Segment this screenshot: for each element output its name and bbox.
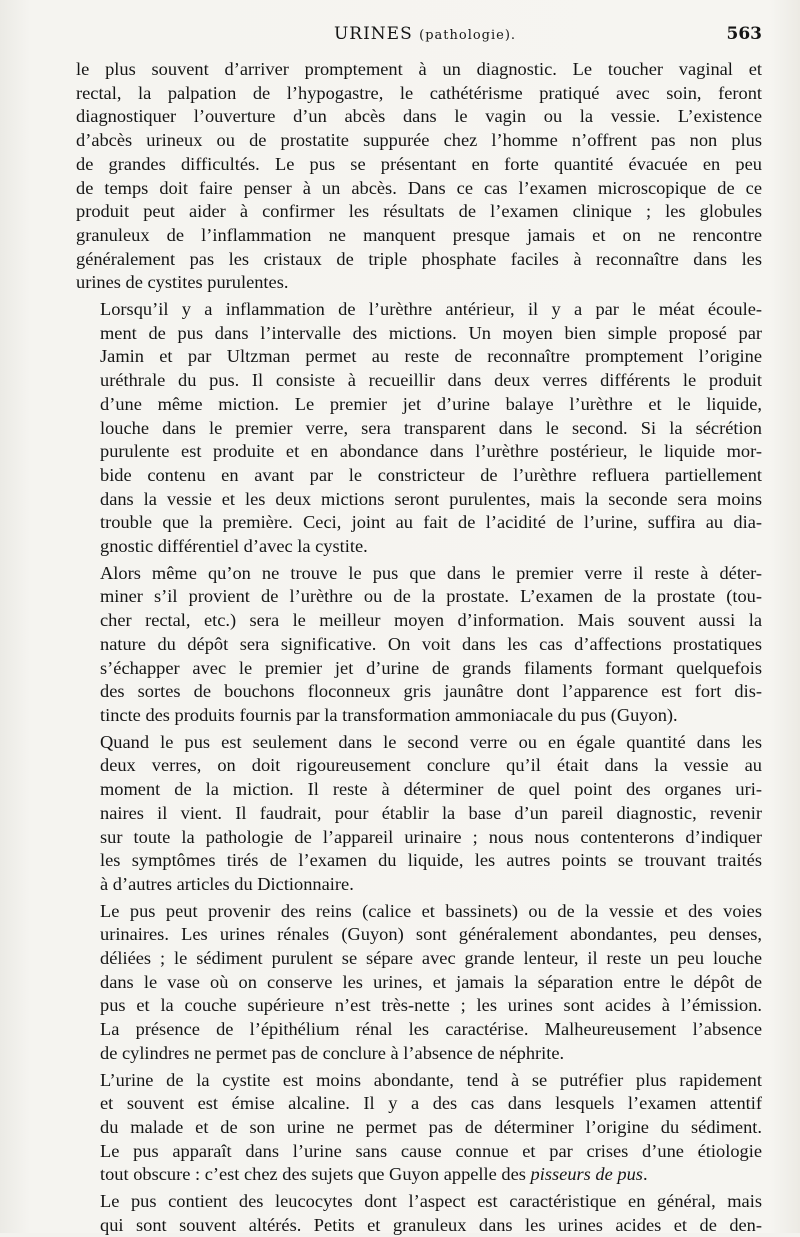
text-line: des sortes de bouchons floconneux gris jaunâtre dont l’apparence est fort dis- [100,681,762,702]
text-line: diagnostiquer l’ouverture d’un abcès dans le vagin ou la vessie. L’existence [76,106,762,127]
text-line: nature du dépôt sera significative. On voit dans les cas d’affections prostatiques [100,633,762,654]
text-line: bide contenu en avant par le constricteur de l’urèthre refluera partiellement [100,464,762,485]
text-line: de grandes difficultés. Le pus se présentant en forte quantité évacuée en peu [76,153,762,174]
running-title [80,24,770,44]
text-line: qui sont souvent altérés. Petits et granuleux dans les urines acides et de den- [100,1214,762,1235]
text-end: . [642,1164,648,1185]
text-line: du malade et de son urine ne permet pas de déterminer l’origine du sédiment. [100,1116,762,1137]
text-line: produit peut aider à confirmer les résultats de l’examen clinique ; les globules [76,201,762,222]
text-line: à d’autres articles du Dictionnaire. [100,873,354,894]
text-line: Lorsqu’il y a inflammation de l’urèthre antérieur, il y a par le méat écoule- [100,299,762,320]
paragraph [76,562,762,728]
text-line: uréthrale du pus. Il consiste à recueillir dans deux verres différents le produit [100,370,762,391]
text-line: les symptômes tirés de l’examen du liquide, les autres points se trouvant traités [100,850,762,871]
text-line: cher rectal, etc.) sera le meilleur moyen d’information. Mais souvent aussi la [100,610,762,631]
text-line: s’échapper avec le premier jet d’urine de grands filaments formant quelquefois [100,657,762,678]
text-line: urines de cystites purulentes. [76,272,289,293]
text-line: gnostic différentiel d’avec la cystite. [100,536,368,557]
text-line: trouble que la première. Ceci, joint au fait de l’acidité de l’urine, suffira au dia- [100,512,762,533]
paragraph [76,900,762,1066]
text-line: naires il vient. Il faudrait, pour établir la base d’un pareil diagnostic, revenir [100,802,762,823]
text-line: L’urine de la cystite est moins abondante, tend à se putréfier plus rapidement [100,1069,762,1090]
text-line: Quand le pus est seulement dans le second verre ou en égale quantité dans les [100,731,762,752]
paragraph [76,1069,762,1188]
text-line: de cylindres ne permet pas de conclure à l’absence de néphrite. [100,1042,565,1063]
text-line: généralement pas les cristaux de triple phosphate faciles à reconnaître dans les [76,248,762,269]
text-line: et souvent est émise alcaline. Il y a des cas dans lesquels l’examen attentif [100,1093,762,1114]
text-line: le plus souvent d’arriver promptement à un diagnostic. Le toucher vaginal et [76,59,762,79]
text-line: pus et la couche supérieure n’est très-nette ; les urines sont acides à l’émission. [100,995,762,1016]
text-line: Jamin et par Ultzman permet au reste de reconnaître promptement l’origine [100,346,762,367]
text-line: Alors même qu’on ne trouve le pus que dans le premier verre il reste à déter- [100,562,762,583]
paragraph [76,58,762,295]
italic-term: pisseurs de pus [530,1164,643,1185]
text-line: tincte des produits fournis par la transformation ammoniacale du pus (Guyon). [100,704,678,725]
body-text [76,58,762,1237]
running-title-main: URINES [333,24,413,44]
text-line: moment de la miction. Il reste à déterminer de quel point des organes uri- [100,779,762,800]
text-line: d’une même miction. Le premier jet d’urine balaye l’urèthre et le liquide, [100,393,762,414]
text-line: tout obscure : c’est chez des sujets que Guyon appelle des pisseurs de pus. [100,1164,648,1185]
text-line: ment de pus dans l’intervalle des mictions. Un moyen bien simple proposé par [100,322,762,343]
text-line: Le pus peut provenir des reins (calice et bassinets) ou de la vessie et des voies [100,900,762,921]
text-line: purulente est produite et en abondance dans l’urèthre postérieur, le liquide mor- [100,441,762,462]
text-line: dans la vessie et les deux mictions seront purulentes, mais la seconde sera moins [100,488,762,509]
text-line: sur toute la pathologie de l’appareil urinaire ; nous nous contenterons d’indiquer [100,826,762,847]
page-header [80,24,770,54]
text-line: urinaires. Les urines rénales (Guyon) sont généralement abondantes, peu denses, [100,924,762,945]
paragraph [76,298,762,559]
text-line: de temps doit faire penser à un abcès. Dans ce cas l’examen microscopique de ce [76,177,762,198]
text-line: déliées ; le sédiment purulent se sépare avec grande lenteur, il reste un peu louche [100,948,762,969]
text-line: Le pus apparaît dans l’urine sans cause connue et par crises d’une étiologie [100,1140,762,1161]
text-line: d’abcès urineux ou de prostatite suppurée chez l’homme n’offrent pas non plus [76,130,762,151]
text-line: La présence de l’épithélium rénal les caractérise. Malheureusement l’absence [100,1019,762,1040]
text-line: deux verres, on doit rigoureusement conclure qu’il était dans la vessie au [100,755,762,776]
text-line: louche dans le premier verre, sera transparent dans le second. Si la sécrétion [100,417,762,438]
paragraph [76,1190,762,1237]
paragraph [76,731,762,897]
text-line: dans le vase où on conserve les urines, et jamais la séparation entre le dépôt de [100,971,762,992]
text-line: miner s’il provient de l’urèthre ou de la prostate. L’examen de la prostate (tou- [100,586,762,607]
page-number: 563 [726,24,762,44]
running-title-sub: (pathologie). [419,28,517,43]
text-line: rectal, la palpation de l’hypogastre, le cathétérisme pratiqué avec soin, feront [76,82,762,103]
text-line: Le pus contient des leucocytes dont l’aspect est caractéristique en général, mais [100,1191,762,1212]
text-line: granuleux de l’inflammation ne manquent presque jamais et on ne rencontre [76,224,762,245]
